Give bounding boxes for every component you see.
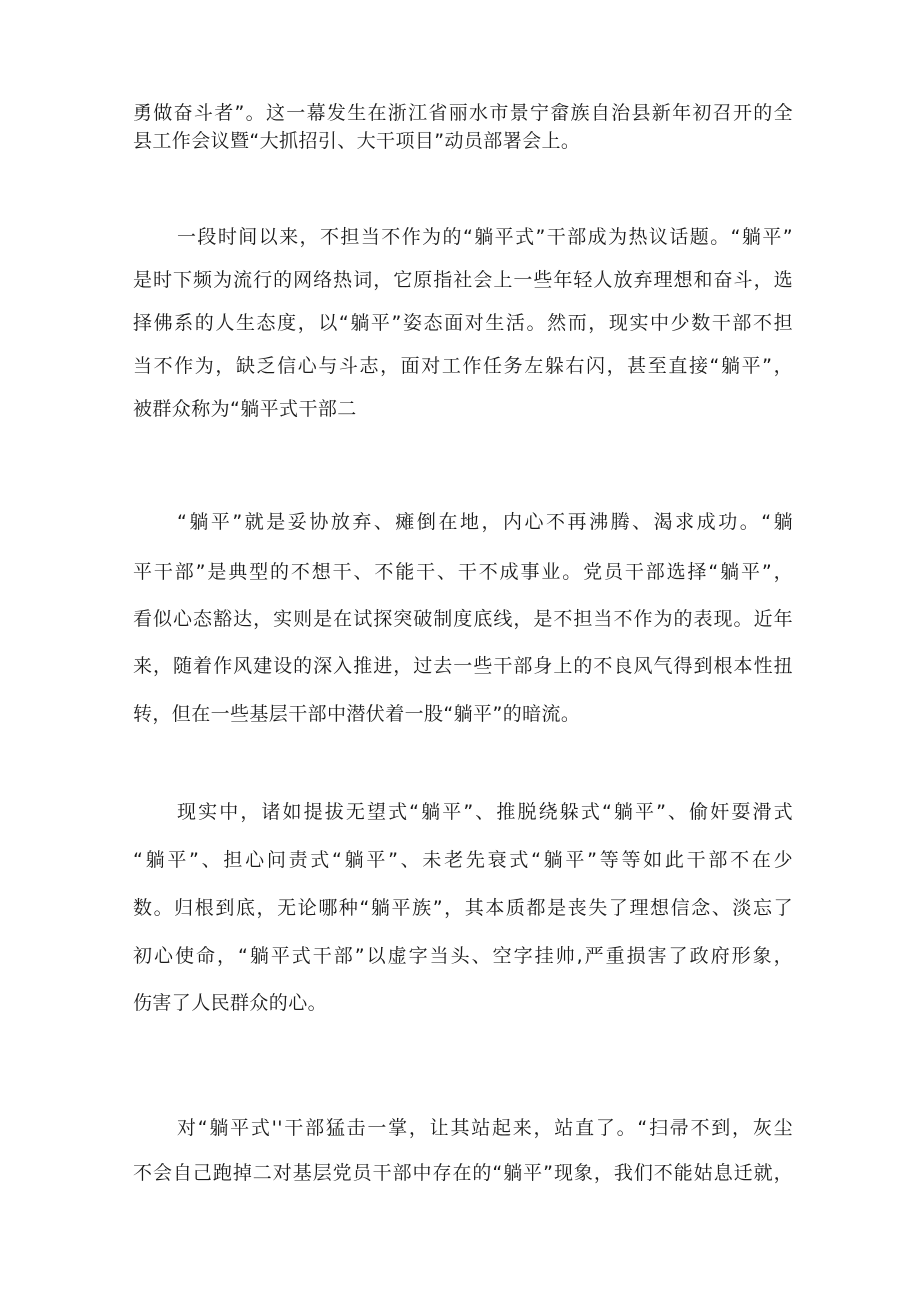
paragraph-2-line-1: 一段时间以来，不担当不作为的“躺平式”干部成为热议话题。“躺平” bbox=[177, 226, 793, 248]
paragraph-5-line-1: 对“躺平式''干部猛击一掌，让其站起来，站直了。“扫帚不到，灰尘 bbox=[177, 1117, 793, 1139]
paragraph-3-line-4: 来，随着作风建设的深入推进，过去一些干部身上的不良风气得到根本性扭 bbox=[133, 655, 793, 677]
paragraph-2-line-2: 是时下频为流行的网络热词，它原指社会上一些年轻人放弃理想和奋斗，选 bbox=[133, 269, 793, 291]
paragraph-3-line-1: “躺平”就是妥协放弃、瘫倒在地，内心不再沸腾、渴求成功。“躺 bbox=[177, 511, 793, 533]
paragraph-2-line-4: 当不作为，缺乏信心与斗志，面对工作任务左躲右闪，甚至直接“躺平”， bbox=[133, 355, 793, 377]
paragraph-4-line-2: “躺平”、担心问责式“躺平”、未老先衰式“躺平”等等如此干部不在少 bbox=[133, 849, 793, 871]
paragraph-4-line-5: 伤害了人民群众的心。 bbox=[133, 992, 328, 1014]
paragraph-1-line-2: 县工作会议暨“大抓招引、大干项目”动员部署会上。 bbox=[133, 130, 581, 152]
paragraph-5-line-2: 不会自己跑掉二对基层党员干部中存在的“躺平”现象，我们不能姑息迁就， bbox=[133, 1162, 793, 1184]
paragraph-4-line-3: 数。归根到底，无论哪种“躺平族”，其本质都是丧失了理想信念、淡忘了 bbox=[133, 897, 793, 919]
paragraph-2-line-5: 被群众称为“躺平式干部二 bbox=[133, 398, 357, 420]
paragraph-4-line-4: 初心使命，“躺平式干部”以虚字当头、空字挂帅,严重损害了政府形象， bbox=[133, 945, 793, 967]
paragraph-2-line-3: 择佛系的人生态度，以“躺平”姿态面对生活。然而，现实中少数干部不担 bbox=[133, 312, 793, 334]
paragraph-3-line-5: 转，但在一些基层干部中潜伏着一股“躺平”的暗流。 bbox=[133, 703, 581, 725]
paragraph-3-line-3: 看似心态豁达，实则是在试探突破制度底线，是不担当不作为的表现。近年 bbox=[133, 608, 793, 630]
paragraph-1-line-1: 勇做奋斗者”。这一幕发生在浙江省丽水市景宁畲族自治县新年初召开的全 bbox=[133, 102, 793, 124]
paragraph-3-line-2: 平干部”是典型的不想干、不能干、干不成事业。党员干部选择“躺平”， bbox=[133, 561, 793, 583]
paragraph-4-line-1: 现实中，诸如提拔无望式“躺平”、推脱绕躲式“躺平”、偷奸耍滑式 bbox=[177, 801, 793, 823]
